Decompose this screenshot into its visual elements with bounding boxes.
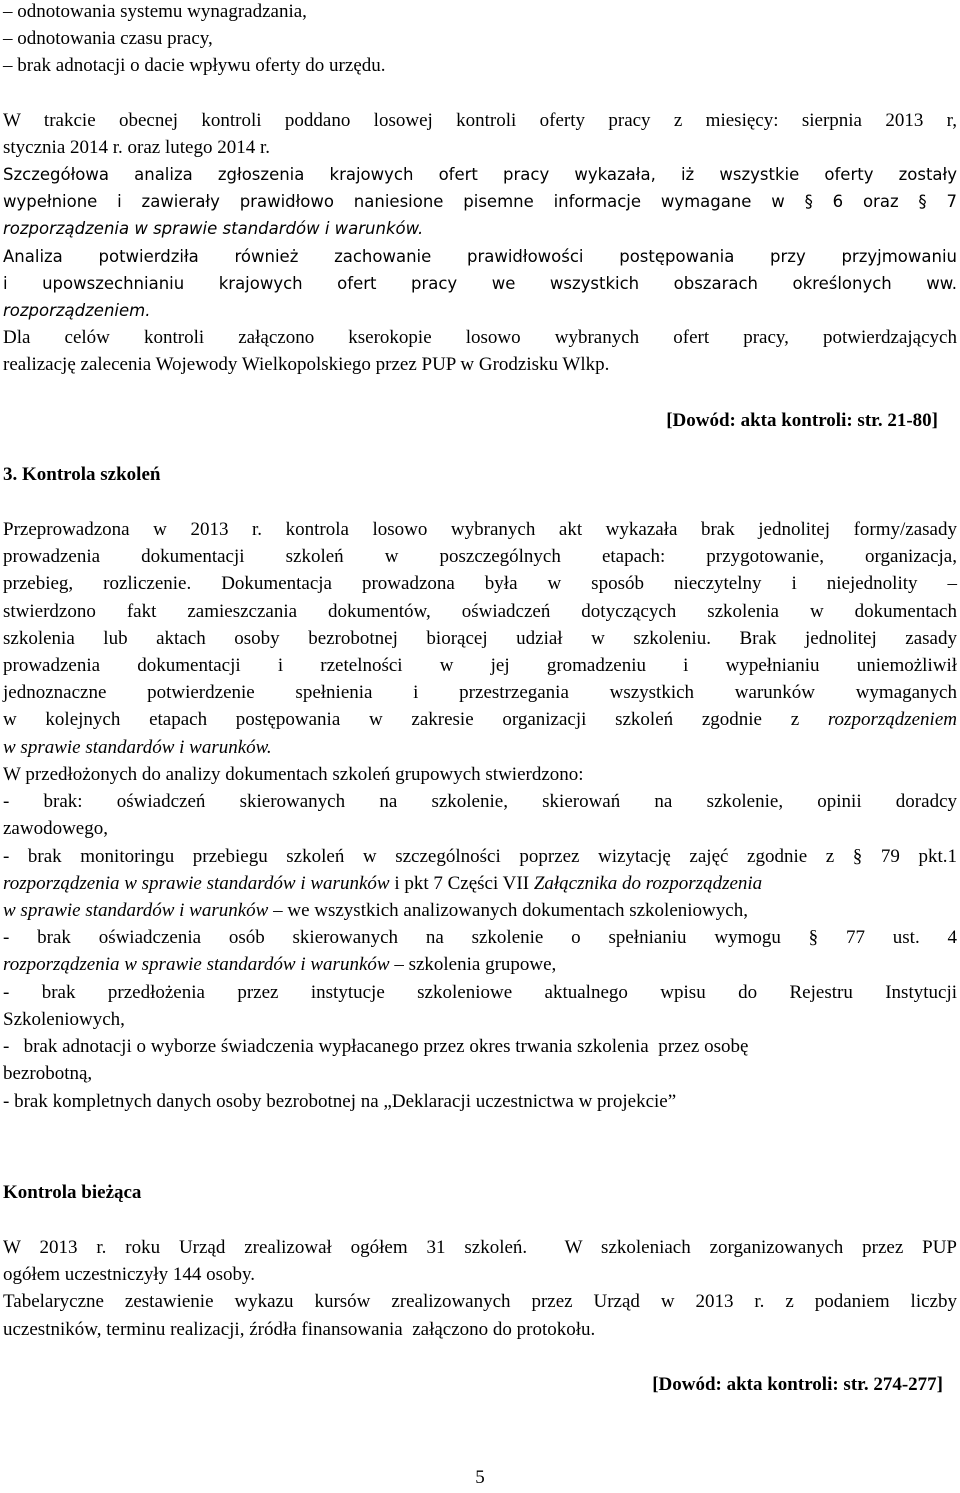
paragraph-line: uczestników, terminu realizacji, źródła finansowania załączono do protokołu. (3, 1319, 596, 1340)
text-run: rozporządzeniem (827, 709, 957, 730)
list-item: – brak adnotacji o dacie wpływu oferty do urzędu. (3, 55, 386, 76)
paragraph-line: - brak oświadczenia osób skierowanych na szkolenie o spełnianiu wymogu § 77 ust. 4 (3, 927, 957, 948)
paragraph-line (3, 872, 957, 896)
text-run: – we wszystkich analizowanych dokumentach szkoleniowych, (268, 900, 748, 921)
paragraph-line: bezrobotną, (3, 1063, 93, 1084)
text-run: rozporządzenia w sprawie standardów i warunków (3, 954, 390, 975)
text-run: Załącznika do rozporządzenia (533, 873, 763, 894)
page-number: 5 (475, 1467, 485, 1488)
text-run: – szkolenia grupowe, (389, 954, 557, 975)
paragraph-line: stwierdzono fakt zamieszczania dokumentów, oświadczeń dotyczących szkolenia w dokumentach (3, 601, 957, 622)
paragraph-line: prowadzenia dokumentacji i rzetelności w jej gromadzeniu i wypełnianiu uniemożliwił (3, 655, 957, 676)
text-run: w kolejnych etapach postępowania w zakresie organizacji szkoleń zgodnie z (3, 709, 828, 730)
paragraph-line: szkolenia lub aktach osoby bezrobotnej biorącej udział w szkoleniu. Brak jednolitej zasady (3, 628, 957, 649)
list-item: – odnotowania systemu wynagradzania, (3, 1, 307, 22)
paragraph-line: Dla celów kontroli załączono kserokopie losowo wybranych ofert pracy, potwierdzających (3, 327, 957, 348)
section-heading: 3. Kontrola szkoleń (3, 464, 161, 485)
paragraph-line: stycznia 2014 r. oraz lutego 2014 r. (3, 137, 270, 158)
paragraph-line: rozporządzeniem. (3, 301, 151, 320)
paragraph-line: rozporządzenia w sprawie standardów i warunków. (3, 219, 424, 238)
paragraph-line: Szkoleniowych, (3, 1009, 125, 1030)
evidence-reference: [Dowód: akta kontroli: str. 274-277] (652, 1374, 943, 1395)
paragraph-line: Tabelaryczne zestawienie wykazu kursów zrealizowanych przez Urząd w 2013 r. z podaniem liczby (3, 1291, 957, 1312)
paragraph-line: wypełnione i zawierały prawidłowo naniesione pisemne informacje wymagane w § 6 oraz § 7 (3, 192, 957, 211)
paragraph-line: przebieg, rozliczenie. Dokumentacja prowadzona była w sposób nieczytelny i niejednolity – (3, 573, 957, 594)
paragraph-line: W przedłożonych do analizy dokumentach szkoleń grupowych stwierdzono: (3, 764, 584, 785)
paragraph-line: W trakcie obecnej kontroli poddano losowej kontroli oferty pracy z miesięcy: sierpnia 2013 r, (3, 110, 957, 131)
paragraph-line: realizację zalecenia Wojewody Wielkopolskiego przez PUP w Grodzisku Wlkp. (3, 354, 610, 375)
paragraph-line (3, 899, 957, 923)
paragraph-line: i upowszechnianiu krajowych ofert pracy we wszystkich obszarach określonych ww. (3, 274, 957, 293)
paragraph-line: - brak: oświadczeń skierowanych na szkolenie, skierowań na szkolenie, opinii doradcy (3, 791, 957, 812)
paragraph-line (3, 953, 957, 977)
paragraph-line: ogółem uczestniczyły 144 osoby. (3, 1264, 256, 1285)
paragraph-line: jednoznaczne potwierdzenie spełnienia i przestrzegania wszystkich warunków wymaganych (3, 682, 957, 703)
paragraph-line: - brak monitoringu przebiegu szkoleń w szczególności poprzez wizytację zajęć zgodnie z § 79 pkt.1 (3, 846, 957, 867)
paragraph-line: W 2013 r. roku Urząd zrealizował ogółem 31 szkoleń. W szkoleniach zorganizowanych przez PUP (3, 1237, 957, 1258)
paragraph-line: - brak kompletnych danych osoby bezrobotnej na „Deklaracji uczestnictwa w projekcie” (3, 1091, 677, 1112)
paragraph-line: w sprawie standardów i warunków. (3, 737, 272, 758)
paragraph-line: Szczegółowa analiza zgłoszenia krajowych ofert pracy wykazała, iż wszystkie oferty zostały (3, 165, 957, 184)
paragraph-line: - brak przedłożenia przez instytucje szkoleniowe aktualnego wpisu do Rejestru Instytucji (3, 982, 957, 1003)
section-heading: Kontrola bieżąca (3, 1182, 142, 1203)
paragraph-line: prowadzenia dokumentacji szkoleń w poszczególnych etapach: przygotowanie, organizacja, (3, 546, 957, 567)
evidence-reference: [Dowód: akta kontroli: str. 21-80] (666, 410, 938, 431)
text-run: rozporządzenia w sprawie standardów i warunków (3, 873, 390, 894)
text-run: w sprawie standardów i warunków (3, 900, 269, 921)
paragraph-line: - brak adnotacji o wyborze świadczenia wypłacanego przez okres trwania szkolenia przez osobę (3, 1036, 749, 1057)
list-item: – odnotowania czasu pracy, (3, 28, 213, 49)
paragraph-line: Przeprowadzona w 2013 r. kontrola losowo wybranych akt wykazała brak jednolitej formy/zasady (3, 519, 957, 540)
text-run: i pkt 7 Części VII (389, 873, 534, 894)
paragraph-line: zawodowego, (3, 818, 108, 839)
paragraph-line: Analiza potwierdziła również zachowanie prawidłowości postępowania przy przyjmowaniu (3, 247, 957, 266)
paragraph-line (3, 708, 957, 732)
